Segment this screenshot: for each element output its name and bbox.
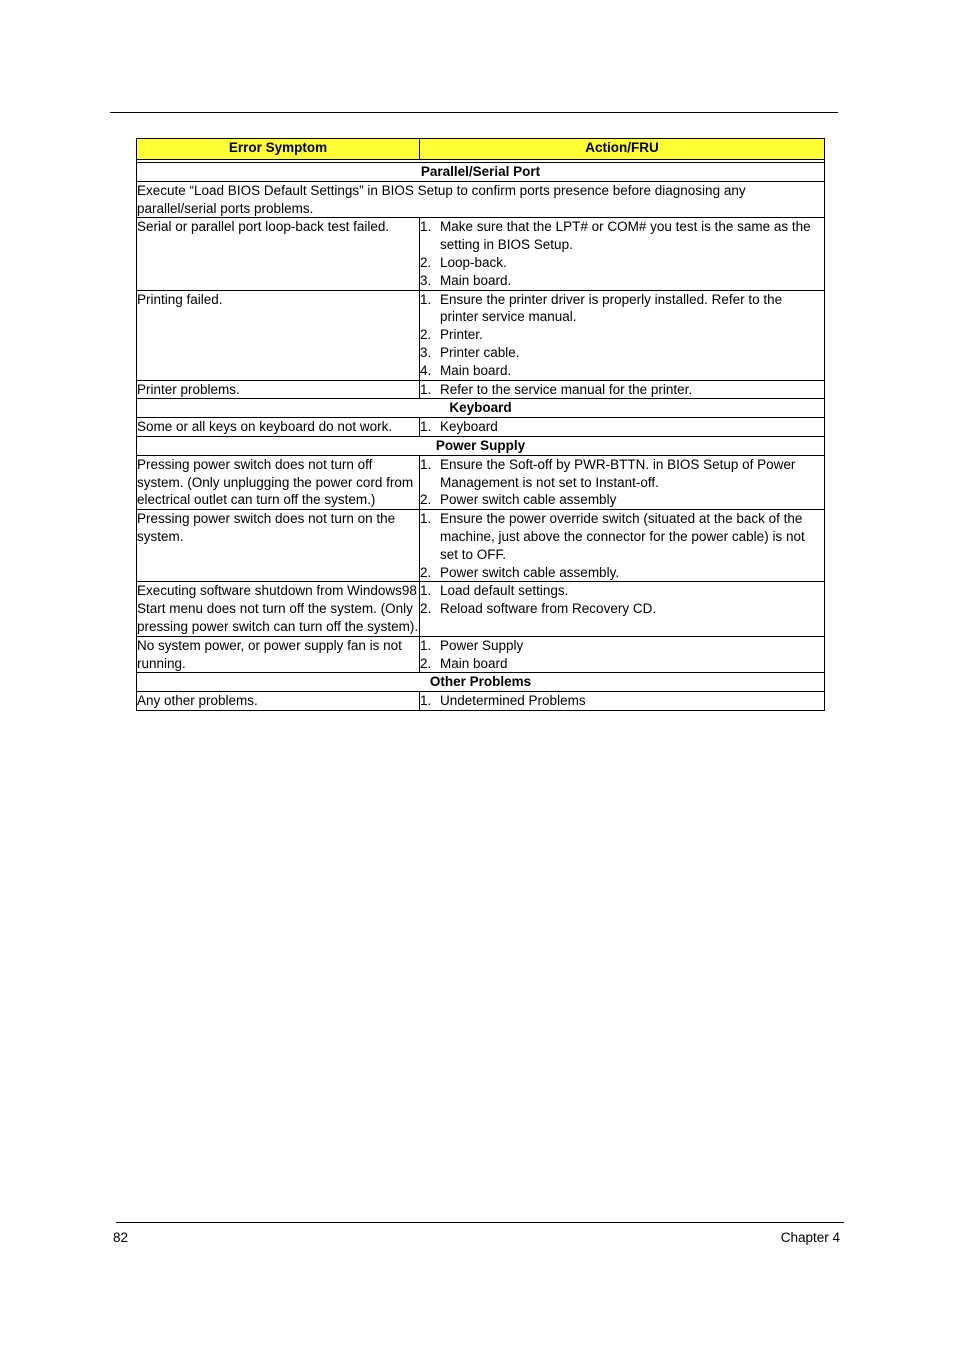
action-item <box>420 344 824 362</box>
action-item-text: Undetermined Problems <box>440 693 586 709</box>
action-item <box>420 254 824 272</box>
action-item-text: Printer. <box>440 327 483 343</box>
action-item-text: Ensure the power override switch (situated at the back of the machine, just above the connector for the power cable) is not set to OFF. <box>440 511 805 562</box>
action-item <box>420 291 824 327</box>
action-list <box>420 637 824 673</box>
action-item-text: Refer to the service manual for the printer. <box>440 381 693 397</box>
header-rule <box>110 112 838 113</box>
action-item-number: 2. <box>420 564 432 580</box>
action-fru-cell <box>420 418 825 437</box>
action-list <box>420 692 824 710</box>
action-list <box>420 582 824 618</box>
table-row <box>137 692 825 711</box>
action-item-number: 4. <box>420 362 432 378</box>
error-symptom-cell: No system power, or power supply fan is not running. <box>137 636 420 673</box>
action-item <box>420 272 824 290</box>
action-item-number: 2. <box>420 254 432 270</box>
action-item-number: 1. <box>420 291 432 307</box>
chapter-label: Chapter 4 <box>780 1230 840 1245</box>
error-symptom-cell: Pressing power switch does not turn off system. (Only unplugging the power cord from electrical outlet can turn off the system.) <box>137 455 420 509</box>
action-item-text: Main board <box>440 655 508 671</box>
action-item-text: Power switch cable assembly. <box>440 564 620 580</box>
section-title: Keyboard <box>137 399 825 418</box>
action-list <box>420 218 824 289</box>
table-row <box>137 510 825 582</box>
action-item-text: Reload software from Recovery CD. <box>440 601 657 617</box>
action-item <box>420 582 824 600</box>
action-item-text: Loop-back. <box>440 254 507 270</box>
action-item <box>420 381 824 399</box>
section-title: Other Problems <box>137 673 825 692</box>
action-fru-cell <box>420 380 825 399</box>
action-item <box>420 362 824 380</box>
action-item-text: Ensure the printer driver is properly installed. Refer to the printer service manual. <box>440 291 783 325</box>
section-note: Execute “Load BIOS Default Settings” in BIOS Setup to confirm ports presence before diagnosing any parallel/serial ports problems. <box>137 181 825 218</box>
action-item <box>420 692 824 710</box>
section-title: Parallel/Serial Port <box>137 163 825 182</box>
action-item-number: 2. <box>420 327 432 343</box>
action-item <box>420 491 824 509</box>
table-row <box>137 582 825 636</box>
table-row <box>137 418 825 437</box>
action-fru-cell <box>420 510 825 582</box>
error-symptom-cell: Any other problems. <box>137 692 420 711</box>
action-fru-cell <box>420 455 825 509</box>
col-header-action-fru: Action/FRU <box>420 139 825 160</box>
section-row-parallel <box>137 163 825 182</box>
action-item-number: 1. <box>420 583 432 599</box>
action-fru-cell <box>420 582 825 636</box>
troubleshooting-table <box>136 138 825 711</box>
action-list <box>420 456 824 509</box>
action-item-number: 3. <box>420 272 432 288</box>
action-item-text: Ensure the Soft-off by PWR-BTTN. in BIOS Setup of Power Management is not set to Instant-off. <box>440 456 796 490</box>
action-item-number: 2. <box>420 655 432 671</box>
action-item <box>420 218 824 254</box>
table-row <box>137 636 825 673</box>
action-item-number: 3. <box>420 344 432 360</box>
action-item <box>420 600 824 618</box>
action-fru-cell <box>420 692 825 711</box>
section-note-row <box>137 181 825 218</box>
action-list <box>420 291 824 380</box>
error-symptom-cell: Some or all keys on keyboard do not work. <box>137 418 420 437</box>
action-item-text: Load default settings. <box>440 583 569 599</box>
action-item-number: 1. <box>420 637 432 653</box>
action-list <box>420 381 824 399</box>
action-item-number: 1. <box>420 219 432 235</box>
table-row <box>137 380 825 399</box>
action-list <box>420 510 824 581</box>
action-item-text: Keyboard <box>440 419 498 435</box>
action-item-text: Make sure that the LPT# or COM# you test is the same as the setting in BIOS Setup. <box>440 219 811 253</box>
action-item-text: Printer cable. <box>440 344 520 360</box>
action-item-number: 1. <box>420 381 432 397</box>
action-item-text: Main board. <box>440 362 512 378</box>
action-item <box>420 456 824 492</box>
action-item <box>420 326 824 344</box>
error-symptom-cell: Printing failed. <box>137 290 420 380</box>
table-row <box>137 218 825 290</box>
action-fru-cell <box>420 218 825 290</box>
action-item-number: 1. <box>420 693 432 709</box>
action-item-text: Power Supply <box>440 637 524 653</box>
action-fru-cell <box>420 636 825 673</box>
table-row <box>137 290 825 380</box>
action-item <box>420 510 824 563</box>
table-row <box>137 455 825 509</box>
action-item-number: 2. <box>420 492 432 508</box>
section-title: Power Supply <box>137 436 825 455</box>
section-row-keyboard <box>137 399 825 418</box>
action-item-number: 2. <box>420 601 432 617</box>
error-symptom-cell: Printer problems. <box>137 380 420 399</box>
page-number: 82 <box>113 1230 129 1245</box>
action-fru-cell <box>420 290 825 380</box>
action-item <box>420 655 824 673</box>
action-item-number: 1. <box>420 419 432 435</box>
section-row-other <box>137 673 825 692</box>
action-item-text: Main board. <box>440 272 512 288</box>
header-row <box>137 139 825 160</box>
action-item <box>420 564 824 582</box>
error-symptom-cell: Pressing power switch does not turn on the system. <box>137 510 420 582</box>
error-symptom-cell: Serial or parallel port loop-back test failed. <box>137 218 420 290</box>
action-list <box>420 418 824 436</box>
action-item-text: Power switch cable assembly <box>440 492 617 508</box>
action-item-number: 1. <box>420 511 432 527</box>
error-symptom-cell: Executing software shutdown from Windows98 Start menu does not turn off the system. (Only pressing power switch can turn off the system). <box>137 582 420 636</box>
footer-rule <box>116 1222 844 1223</box>
section-row-power <box>137 436 825 455</box>
action-item <box>420 637 824 655</box>
col-header-error-symptom: Error Symptom <box>137 139 420 160</box>
action-item-number: 1. <box>420 456 432 472</box>
action-item <box>420 418 824 436</box>
